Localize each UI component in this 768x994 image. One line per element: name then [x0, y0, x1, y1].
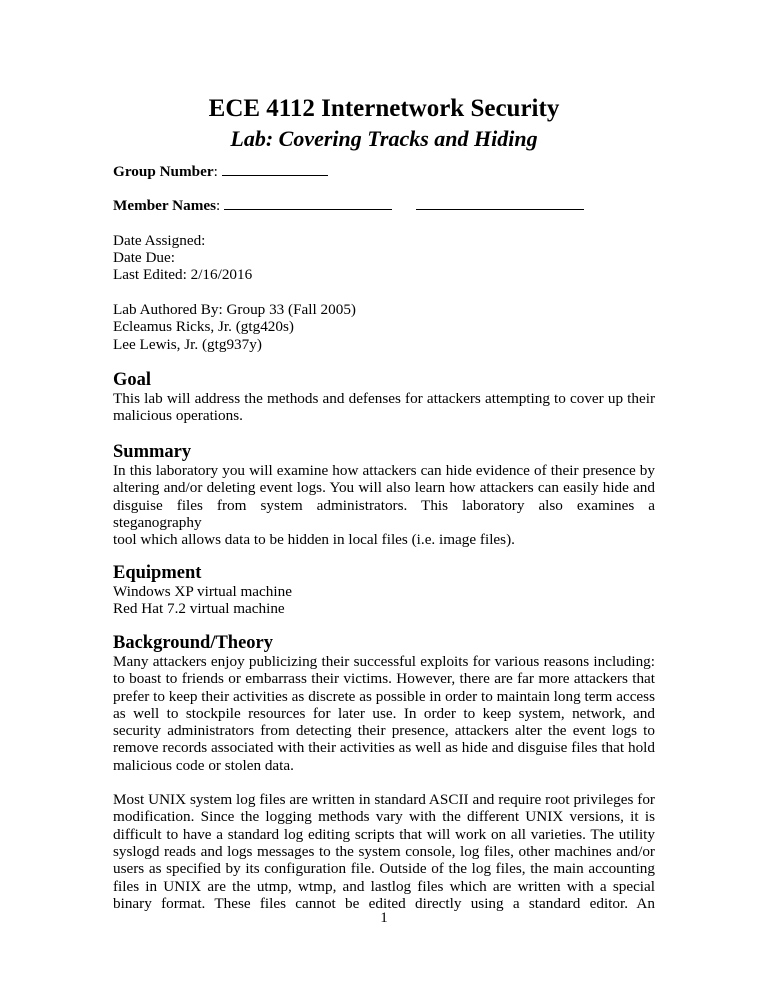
- paragraph-line: malicious code or stolen data.: [113, 756, 294, 774]
- equipment-section: [113, 563, 655, 618]
- paragraph-line: binary format. These files cannot be edited directly using a standard editor. An: [113, 894, 655, 912]
- member-names-label: Member Names: [113, 197, 217, 214]
- goal-line: malicious operations.: [113, 407, 243, 425]
- summary-heading: Summary: [113, 442, 192, 462]
- summary-line: disguise files from system administrators. This laboratory also examines a steganography: [113, 496, 655, 531]
- summary-line: altering and/or deleting event logs. You will also learn how attackers can easily hide and: [113, 479, 655, 497]
- summary-line: In this laboratory you will examine how attackers can hide evidence of their presence by: [113, 462, 655, 479]
- background-section: [113, 633, 655, 912]
- last-edited: Last Edited: 2/16/2016: [113, 266, 253, 283]
- author-1: Ecleamus Ricks, Jr. (gtg420s): [113, 318, 294, 335]
- author-2: Lee Lewis, Jr. (gtg937y): [113, 336, 262, 353]
- summary-line: tool which allows data to be hidden in local files (i.e. image files).: [113, 531, 515, 549]
- equipment-item: Windows XP virtual machine: [113, 583, 292, 600]
- summary-section: [113, 442, 655, 548]
- group-number-label: Group Number: [113, 163, 214, 180]
- member-names-field: Member Names:: [113, 197, 655, 214]
- group-number-blank: [222, 163, 328, 176]
- background-heading: Background/Theory: [113, 633, 274, 653]
- date-assigned: Date Assigned:: [113, 232, 206, 249]
- paragraph-line: as well to stockpile resources for later use. In order to keep system, network, and: [113, 704, 655, 722]
- paragraph-line: modification. Since the logging methods vary with the different UNIX versions, it is: [113, 808, 655, 826]
- member-name-blank-2: [416, 197, 584, 210]
- authored-by: Lab Authored By: Group 33 (Fall 2005): [113, 301, 356, 318]
- paragraph-line: Most UNIX system log files are written in standard ASCII and require root privileges for: [113, 791, 655, 809]
- document-title: ECE 4112 Internetwork Security: [208, 95, 560, 122]
- document-subtitle: Lab: Covering Tracks and Hiding: [230, 126, 538, 151]
- paragraph-line: difficult to have a standard log editing scripts that will work on all varieties. The utility: [113, 825, 655, 843]
- paragraph-line: syslogd reads and logs messages to the system console, log files, other machines and/or: [113, 842, 655, 860]
- member-name-blank-1: [224, 197, 392, 210]
- group-number-field: Group Number:: [113, 163, 655, 180]
- background-paragraph-1: [113, 653, 655, 774]
- background-paragraph-2: [113, 791, 655, 912]
- paragraph-line: prefer to keep their activities as discrete as possible in order to maintain long term access: [113, 687, 655, 705]
- paragraph-line: Many attackers enjoy publicizing their successful exploits for various reasons including:: [113, 653, 655, 670]
- paragraph-line: users as specified by its configuration file. Outside of the log files, the main accounting: [113, 860, 655, 878]
- paragraph-line: remove records associated with their activities as well as hide and disguise files that hold: [113, 739, 655, 757]
- paragraph-line: to boast to friends or embarrass their victims. However, there are far more attackers that: [113, 670, 655, 688]
- goal-line: This lab will address the methods and defenses for attackers attempting to cover up their: [113, 390, 655, 407]
- goal-section: [113, 370, 655, 425]
- equipment-item: Red Hat 7.2 virtual machine: [113, 600, 285, 618]
- goal-heading: Goal: [113, 370, 152, 390]
- date-due: Date Due:: [113, 249, 175, 266]
- equipment-heading: Equipment: [113, 563, 202, 583]
- paragraph-line: security administrators from detecting their presence, attackers alter the event logs to: [113, 722, 655, 740]
- page-number: 1: [380, 910, 388, 926]
- paragraph-line: files in UNIX are the utmp, wtmp, and lastlog files which are written with a special: [113, 877, 655, 895]
